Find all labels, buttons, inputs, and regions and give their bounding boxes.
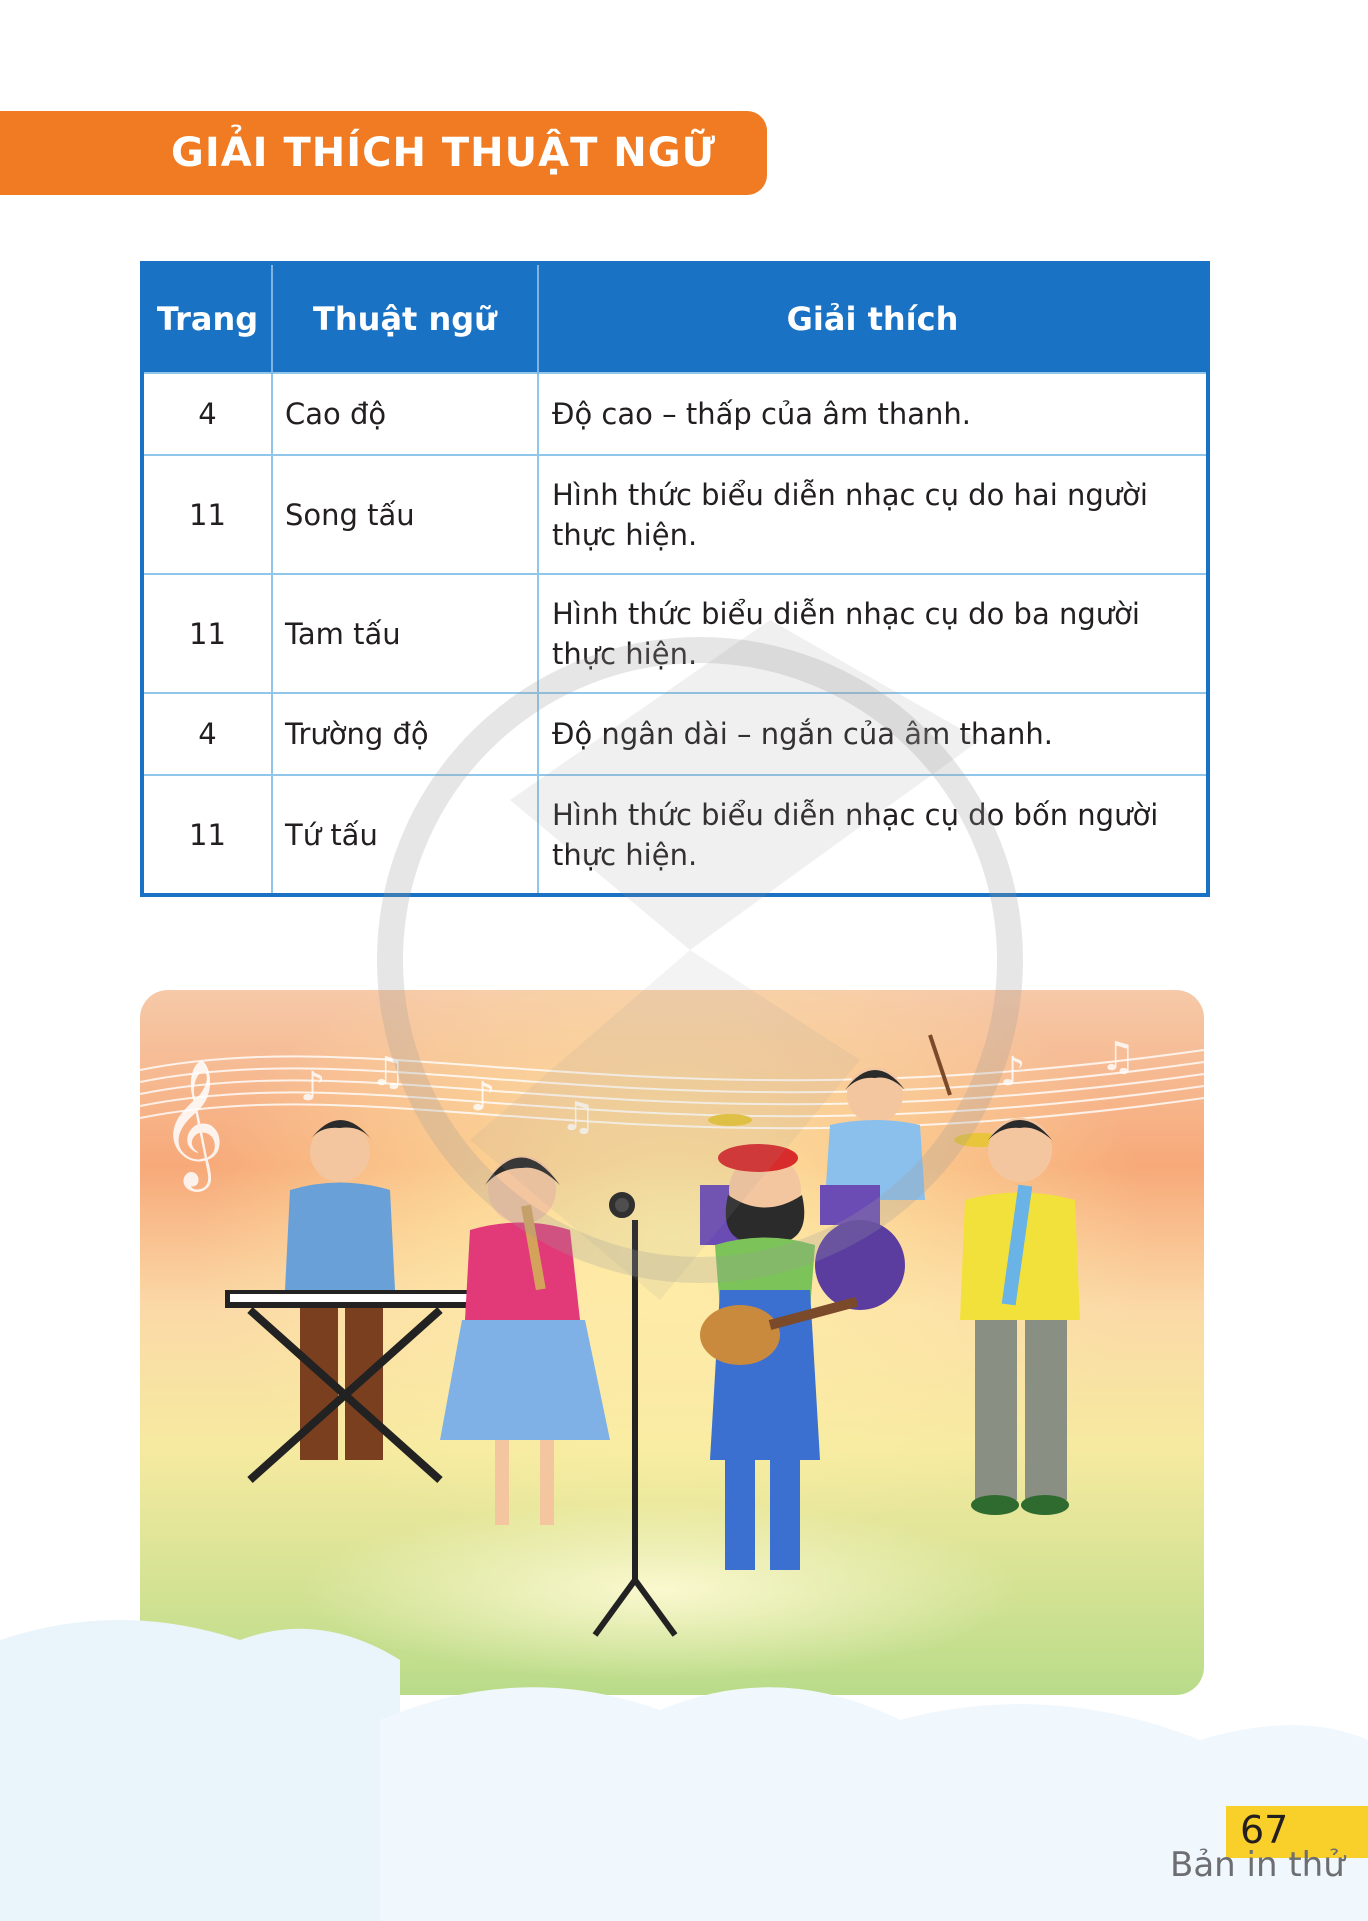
cloud-decoration	[0, 1600, 1368, 1921]
table-row	[142, 455, 1208, 574]
svg-text:♪: ♪	[470, 1074, 496, 1120]
header-term: Thuật ngữ	[272, 263, 538, 373]
header-page: Trang	[142, 263, 272, 373]
table-header-row	[142, 263, 1208, 373]
svg-text:♪: ♪	[300, 1064, 326, 1110]
row-explanation: Hình thức biểu diễn nhạc cụ do bốn người thực hiện.	[538, 775, 1208, 895]
row-explanation: Hình thức biểu diễn nhạc cụ do hai người thực hiện.	[538, 455, 1208, 574]
proof-label: Bản in thử	[1170, 1845, 1345, 1885]
table-row	[142, 775, 1208, 895]
row-page: 11	[142, 775, 272, 895]
band-illustration	[140, 990, 1204, 1695]
svg-text:♫: ♫	[1100, 1034, 1136, 1080]
row-explanation: Độ ngân dài – ngắn của âm thanh.	[538, 693, 1208, 775]
svg-text:♫: ♫	[370, 1049, 406, 1095]
row-page: 4	[142, 373, 272, 455]
table-row	[142, 373, 1208, 455]
svg-text:♪: ♪	[1000, 1049, 1026, 1095]
table-row	[142, 574, 1208, 693]
row-page: 11	[142, 455, 272, 574]
glossary-table	[140, 261, 1210, 897]
header-explanation: Giải thích	[538, 263, 1208, 373]
row-term: Tam tấu	[272, 574, 538, 693]
table-row	[142, 693, 1208, 775]
page-number: 67	[1240, 1808, 1289, 1852]
row-explanation: Độ cao – thấp của âm thanh.	[538, 373, 1208, 455]
row-term: Cao độ	[272, 373, 538, 455]
row-page: 4	[142, 693, 272, 775]
row-term: Tứ tấu	[272, 775, 538, 895]
row-term: Song tấu	[272, 455, 538, 574]
row-explanation: Hình thức biểu diễn nhạc cụ do ba người thực hiện.	[538, 574, 1208, 693]
row-page: 11	[142, 574, 272, 693]
treble-clef-icon: 𝄞	[160, 1058, 226, 1186]
svg-text:♫: ♫	[560, 1094, 596, 1140]
row-term: Trường độ	[272, 693, 538, 775]
section-title: GIẢI THÍCH THUẬT NGỮ	[171, 130, 717, 176]
section-banner	[0, 111, 767, 195]
